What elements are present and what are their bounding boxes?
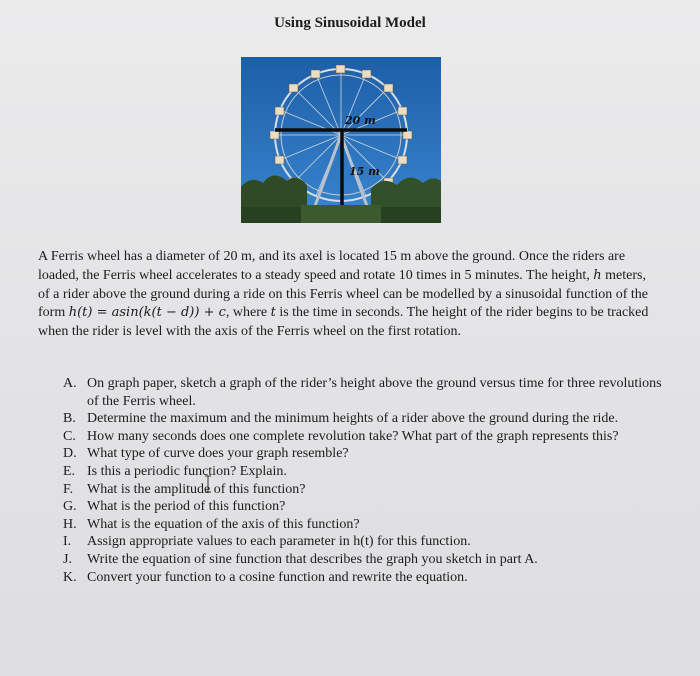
paragraph-text-3: , where [225, 305, 271, 321]
question-text: On graph paper, sketch a graph of the rider’s height above the ground versus time for three revolutions of the Ferris wheel. [87, 376, 662, 409]
diameter-label: 20 m [345, 114, 376, 127]
question-text: Is this a periodic function? Explain. [87, 463, 287, 479]
question-letter: F. [63, 481, 74, 497]
question-letter: C. [63, 428, 76, 444]
question-letter: I. [63, 534, 72, 550]
question-d [63, 445, 663, 463]
question-letter: J. [63, 551, 72, 567]
paragraph-text-4: is the time in seconds. The height of the rider begins to be tracked when the rider is level with the axis of the Ferris wheel on the first rotation. [38, 305, 649, 340]
question-text: What type of curve does your graph resemble? [87, 446, 349, 462]
problem-paragraph [38, 248, 656, 342]
question-g [63, 498, 663, 516]
question-a [63, 375, 663, 410]
question-e [63, 463, 663, 481]
ferris-wheel-photo [241, 57, 441, 223]
question-text: Write the equation of sine function that describes the graph you sketch in part A. [87, 551, 538, 567]
question-letter: H. [63, 516, 77, 532]
paragraph-text-2: meters, of a rider above the ground during a ride on this Ferris wheel can be modelled by a sinusoidal function of the form [38, 267, 648, 321]
t-variable: t [270, 305, 276, 321]
page-title: Using Sinusoidal Model [274, 15, 426, 31]
question-c [63, 428, 663, 446]
question-letter: K. [63, 569, 77, 585]
question-text: What is the period of this function? [87, 499, 286, 515]
question-f [63, 481, 663, 499]
question-letter: D. [63, 446, 77, 462]
question-letter: E. [63, 463, 76, 479]
question-text: Assign appropriate values to each parameter in h(t) for this function. [87, 534, 471, 550]
paragraph-text-1: A Ferris wheel has a diameter of 20 m, and its axel is located 15 m above the ground. Once the riders are loaded, the Ferris wheel accelerates to a steady speed and rotate 10 times in 5 minutes. The height, [38, 249, 626, 283]
question-text: What is the equation of the axis of this function? [87, 516, 360, 532]
question-b [63, 410, 663, 428]
question-text: What is the amplitude of this function? [87, 481, 306, 497]
text-cursor-icon [204, 475, 212, 493]
question-j [63, 551, 663, 569]
question-text: How many seconds does one complete revolution take? What part of the graph represents this? [87, 428, 619, 444]
height-label: 15 m [349, 165, 380, 178]
question-letter: A. [63, 376, 77, 391]
question-k [63, 569, 663, 587]
h-variable: h [593, 267, 602, 283]
question-list [63, 375, 663, 586]
question-h [63, 516, 663, 534]
question-i [63, 533, 663, 551]
question-letter: B. [63, 411, 76, 427]
question-text: Determine the maximum and the minimum heights of a rider above the ground during the ride. [87, 411, 619, 427]
question-text: Convert your function to a cosine function and rewrite the equation. [87, 569, 468, 585]
question-letter: G. [63, 499, 77, 515]
sinusoidal-formula: h(t) = asin(k(t − d)) + c [68, 305, 226, 321]
